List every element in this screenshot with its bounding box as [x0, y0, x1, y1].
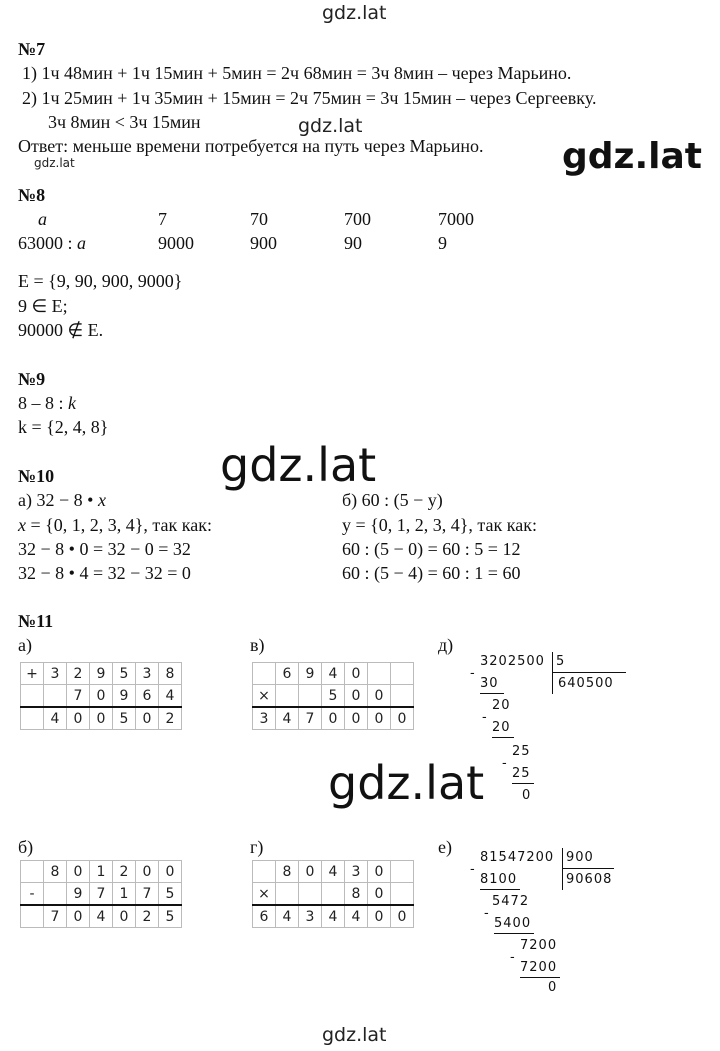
division-divisor: 5: [556, 654, 566, 669]
task-7-compare: 3ч 8мин < 3ч 15мин: [48, 112, 201, 132]
task-11-label-b: б): [18, 837, 34, 857]
task-8-notin: 90000 ∉ E.: [18, 320, 104, 340]
task-10-b-line-1: 60 : (5 − 0) = 60 : 5 = 12: [342, 539, 521, 559]
task-9-title: №9: [18, 369, 46, 389]
task-11-label-v: в): [250, 635, 265, 655]
division-step: 8100: [480, 872, 518, 887]
division-underline: [480, 693, 504, 694]
division-step: 5472: [492, 894, 530, 909]
task-9-expr: 8 – 8 : k: [18, 393, 77, 413]
division-step: 7200: [520, 938, 558, 953]
division-quotient: 90608: [566, 872, 613, 887]
task-9-set: k = {2, 4, 8}: [18, 417, 109, 437]
task-8-cell: 7000: [438, 209, 474, 229]
task-8-cell: 7: [158, 209, 167, 229]
division-bar-vertical: [562, 848, 563, 890]
task-8-cell: 90: [344, 233, 362, 253]
watermark-small: gdz.lat: [34, 156, 75, 170]
task-8-row-2-label: 63000 : a: [18, 233, 87, 253]
division-step: 30: [480, 676, 499, 691]
task-8-set: E = {9, 90, 900, 9000}: [18, 271, 183, 291]
division-quotient: 640500: [558, 676, 614, 691]
division-step: 0: [548, 980, 558, 995]
division-underline: [520, 977, 560, 978]
task-10-b-head: б) 60 : (5 − y): [342, 490, 443, 510]
division-underline: [480, 889, 520, 890]
division-bar-horizontal: [552, 672, 626, 673]
division-bar-vertical: [552, 652, 553, 694]
division-underline: [512, 783, 534, 784]
division-minus: -: [470, 666, 476, 681]
task-11-label-d: д): [438, 635, 454, 655]
division-minus: -: [502, 756, 508, 771]
task-10-b-set: y = {0, 1, 2, 3, 4}, так как:: [342, 515, 537, 535]
grid-multiplication-v: 6 9 4 0 × 5 0 0 3 4 7 0 0 0 0: [252, 662, 414, 730]
task-7-line-1: 1) 1ч 48мин + 1ч 15мин + 5мин = 2ч 68мин = 3ч 8мин – через Марьино.: [22, 63, 572, 83]
watermark-mid: gdz.lat: [298, 115, 363, 137]
watermark-right: gdz.lat: [562, 136, 703, 177]
watermark-center: gdz.lat: [220, 438, 377, 492]
task-10-b-line-2: 60 : (5 − 4) = 60 : 1 = 60: [342, 563, 521, 583]
division-minus: -: [510, 950, 516, 965]
division-step: 5400: [494, 916, 532, 931]
task-8-cell: 70: [250, 209, 268, 229]
task-11-label-e: е): [438, 837, 452, 857]
task-10-title: №10: [18, 466, 55, 486]
task-7-line-2: 2) 1ч 25мин + 1ч 35мин + 15мин = 2ч 75мин = 3ч 15мин – через Сергеевку.: [22, 88, 597, 108]
division-step: 25: [512, 766, 531, 781]
division-underline: [492, 737, 514, 738]
watermark-top: gdz.lat: [322, 2, 387, 24]
division-divisor: 900: [566, 850, 594, 865]
division-step: 0: [522, 788, 532, 803]
watermark-center-2: gdz.lat: [328, 756, 485, 810]
task-11-label-a: а): [18, 635, 32, 655]
task-8-cell: 9: [438, 233, 447, 253]
grid-addition: + 3 2 9 5 3 8 7 0 9 6 4 4 0 0 5 0 2: [20, 662, 182, 730]
task-8-row-1-label: a: [38, 209, 47, 229]
task-7-answer: Ответ: меньше времени потребуется на путь через Марьино.: [18, 136, 484, 156]
task-10-a-line-2: 32 − 8 • 4 = 32 − 32 = 0: [18, 563, 191, 583]
task-8-title: №8: [18, 185, 46, 205]
task-8-in: 9 ∈ E;: [18, 296, 68, 316]
task-11-title: №11: [18, 611, 54, 631]
task-8-cell: 9000: [158, 233, 194, 253]
task-11-label-g: г): [250, 837, 264, 857]
division-step: 7200: [520, 960, 558, 975]
task-10-a-line-1: 32 − 8 • 0 = 32 − 0 = 32: [18, 539, 191, 559]
task-10-a-set: x = {0, 1, 2, 3, 4}, так как:: [18, 515, 212, 535]
division-step: 20: [492, 720, 511, 735]
task-7-title: №7: [18, 39, 46, 59]
division-underline: [494, 933, 534, 934]
grid-subtraction: 8 0 1 2 0 0 - 9 7 1 7 5 7 0 4 0 2 5: [20, 860, 182, 928]
division-dividend: 3202500: [480, 654, 545, 669]
division-dividend: 81547200: [480, 850, 555, 865]
division-minus: -: [482, 710, 488, 725]
division-step: 25: [512, 744, 531, 759]
task-8-cell: 700: [344, 209, 371, 229]
division-bar-horizontal: [562, 868, 614, 869]
division-minus: -: [484, 906, 490, 921]
division-minus: -: [470, 862, 476, 877]
task-8-cell: 900: [250, 233, 277, 253]
division-step: 20: [492, 698, 511, 713]
watermark-bottom: gdz.lat: [322, 1024, 387, 1046]
grid-multiplication-g: 8 0 4 3 0 × 8 0 6 4 3 4 4 0 0: [252, 860, 414, 928]
task-10-a-head: а) 32 − 8 • x: [18, 490, 106, 510]
